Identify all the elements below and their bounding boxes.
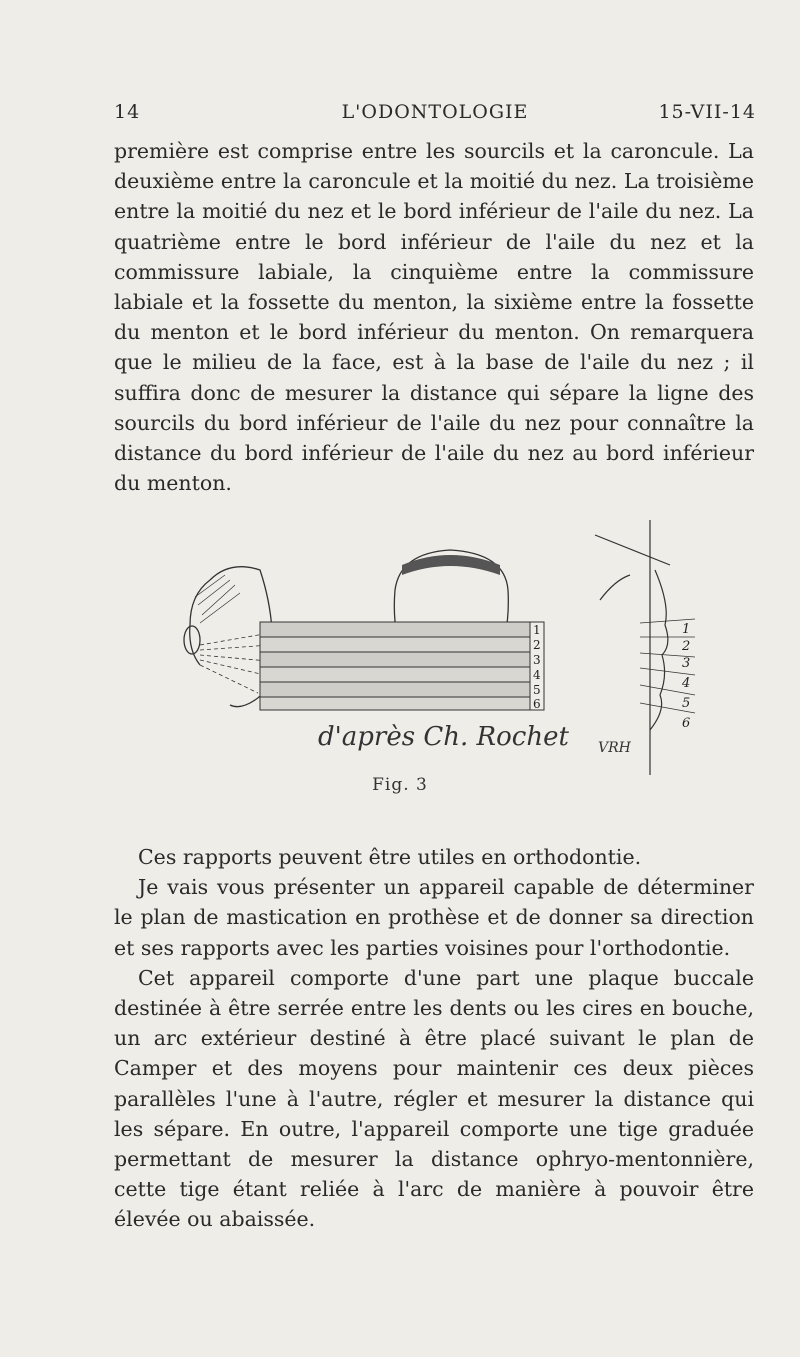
paragraph: première est comprise entre les sourcils et la caroncule. La deuxième entre la caroncule et la moitié du nez. La troisième entre la moitié du nez et le bord inférieur de l'aile du nez. La quatrième entre le bord inférieur de l'aile du nez et la commissure labiale, la cinquième entre la commissure labiale et la fossette du menton, la sixième entre la fossette du menton et le bord inférieur du menton. On remarquera que le milieu de la face, est à la base de l'aile du nez ; il suffira donc de mesurer la distance qui sépare la ligne des sourcils du bord inférieur de l'aile du nez pour connaître la distance du bord inférieur de l'aile du nez au bord inférieur du menton. — [114, 139, 754, 496]
scale-label: 3 — [682, 656, 691, 671]
scale-label: 5 — [682, 696, 691, 711]
facial-proportions-figure — [170, 505, 770, 805]
scale-numbers-right — [681, 622, 690, 731]
paragraph: Ces rapports peuvent être utiles en orthodontie. — [138, 845, 642, 869]
journal-title: L'ODONTOLOGIE — [341, 101, 529, 123]
illustrator-initials: VRH — [598, 740, 631, 756]
body-text-top — [114, 136, 754, 498]
scale-label: 3 — [533, 653, 541, 667]
figure-credit: d'après Ch. Rochet — [318, 722, 569, 752]
running-head — [114, 101, 756, 127]
scale-label: 1 — [533, 623, 541, 637]
horizontal-bands — [260, 622, 544, 710]
scale-label: 6 — [533, 697, 541, 711]
profile-diagram-right — [595, 520, 695, 775]
paragraph: Cet appareil comporte d'une part une plaque buccale destinée à être serrée entre les dents ou les cires en bouche, un arc extérieur destiné à être placé suivant le plan de Camper et des moyens pour maintenir ces deux pièces parallèles l'une à l'autre, régler et mesurer la distance qui les sépare. En outre, l'appareil comporte une tige graduée permettant de mesurer la distance ophryo-mentonnière, cette tige étant reliée à l'arc de manière à pouvoir être élevée ou abaissée. — [114, 965, 754, 1232]
issue-date: 15-VII-14 — [658, 101, 756, 123]
page-number: 14 — [114, 101, 141, 123]
body-text-bottom — [114, 842, 754, 1235]
scale-label: 1 — [682, 622, 691, 637]
figure-caption: Fig. 3 — [372, 775, 428, 795]
scale-label: 4 — [533, 668, 541, 682]
scale-label: 2 — [533, 638, 541, 652]
scale-label: 5 — [533, 683, 541, 697]
scale-label: 2 — [682, 639, 691, 654]
paragraph: Je vais vous présenter un appareil capable de déterminer le plan de mastication en prothèse et de donner sa direction et ses rapports avec les parties voisines pour l'orthodontie. — [114, 875, 754, 960]
scale-label: 6 — [682, 716, 691, 731]
scale-label: 4 — [682, 676, 691, 691]
